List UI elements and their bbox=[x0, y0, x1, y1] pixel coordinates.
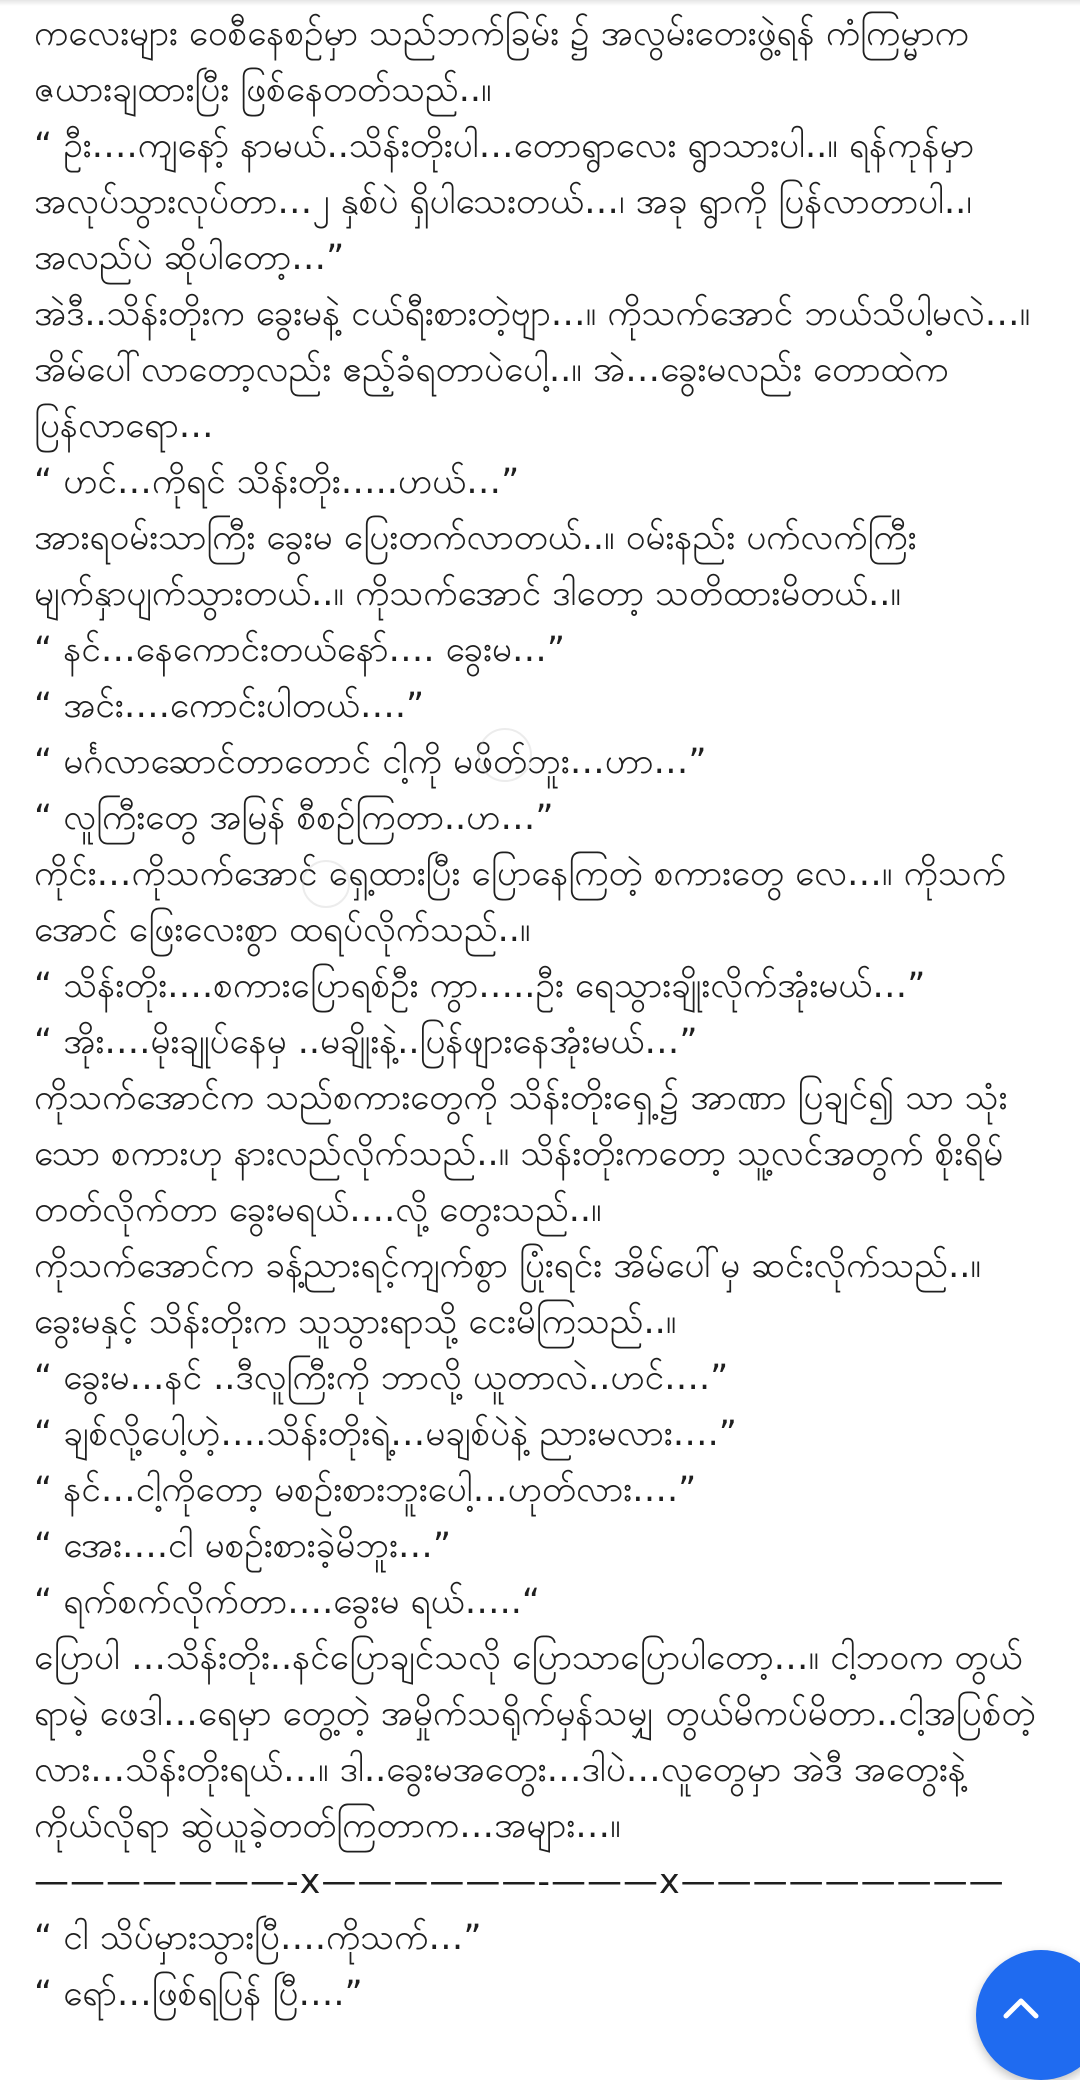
paragraph: အားရဝမ်းသာကြီး ခွေးမ ပြေးတက်လာတယ်..။ ဝမ်းနည်း ပက်လက်ကြီး မျက်နှာပျက်သွားတယ်..။ ကိုသက်အောင် ဒါတော့ သတိထားမိတယ်..။ bbox=[34, 518, 917, 614]
dialogue-line: “ အေး….ငါ မစဉ်းစားခဲ့မိဘူး…” bbox=[34, 1526, 451, 1566]
dialogue-line: “ ရက်စက်လိုက်တာ….ခွေးမ ရယ်…..“ bbox=[34, 1582, 540, 1622]
dialogue-line: “ ခွေးမ…နင် ..ဒီလူကြီးကို ဘာလို့ ယူတာလဲ..ဟင်….” bbox=[34, 1358, 729, 1398]
dialogue-line: “ ချစ်လို့ပေါ့ဟဲ့….သိန်းတိုးရဲ့…မချစ်ပဲနဲ့ ညားမလား….” bbox=[34, 1414, 737, 1454]
chevron-up-icon bbox=[998, 1986, 1044, 2032]
dialogue-line: “ အိုး….မိုးချုပ်နေမှ ..မချိုးနဲ့..ပြန်ဖျားနေအုံးမယ်…” bbox=[34, 1022, 698, 1062]
dialogue-line: “ ဦး….ကျနော့် နာမယ်..သိန်းတိုးပါ…တောရွာလေး ရွာသားပါ..။ ရန်ကုန်မှာ အလုပ်သွားလုပ်တာ…၂ နှစ်ပဲ ရှိပါသေးတယ်…၊ အခု ရွာကို ပြန်လာတာပါ..၊ အလည်ပဲ ဆိုပါတော့…” bbox=[34, 126, 974, 278]
paragraph: ကိုသက်အောင်က ခန့်ညားရင့်ကျက်စွာ ပြုံးရင်း အိမ်ပေါ်မှ ဆင်းလိုက်သည်..။ ခွေးမနှင့် သိန်းတိုးက သူသွားရာသို့ ငေးမိကြသည်..။ bbox=[34, 1246, 981, 1342]
dialogue-line: “ လူကြီးတွေ အမြန် စီစဉ်ကြတာ..ဟ…” bbox=[34, 798, 554, 838]
dialogue-line: “ အင်း….ကောင်းပါတယ်….” bbox=[34, 686, 425, 726]
dialogue-line: “ နင်…ငါ့ကိုတော့ မစဉ်းစားဘူးပေါ့…ဟုတ်လား….” bbox=[34, 1470, 697, 1510]
article-body bbox=[34, 6, 1044, 2022]
paragraph: ကိုင်း…ကိုသက်အောင် ရှေ့ထားပြီး ပြောနေကြတဲ့ စကားတွေ လေ…။ ကိုသက်အောင် ဖြေးလေးစွာ ထရပ်လိုက်သည်..။ bbox=[34, 854, 1006, 950]
dialogue-line: “ ဟင်…ကိုရင် သိန်းတိုး…..ဟယ်…” bbox=[34, 462, 520, 502]
dialogue-line: “ မင်္ဂလာဆောင်တာတောင် ငါ့ကို မဖိတ်ဘူး…ဟာ…” bbox=[34, 742, 707, 782]
paragraph: ကိုသက်အောင်က သည်စကားတွေကို သိန်းတိုးရှေ့၌ အာဏာ ပြချင်၍ သာ သုံးသော စကားဟု နားလည်လိုက်သည်..။ သိန်းတိုးကတော့ သူ့လင်အတွက် စိုးရိမ်တတ်လိုက်တာ ခွေးမရယ်….လို့ တွေးသည်..။ bbox=[34, 1078, 1008, 1230]
touch-ripple bbox=[478, 728, 532, 782]
paragraph: ပြောပါ …သိန်းတိုး..နင်ပြောချင်သလို ပြောသာပြောပါတော့…။ ငါ့ဘဝက တွယ်ရာမဲ့ ဖေဒါ…ရေမှာ တွေ့တဲ့ အမှိုက်သရိုက်မှန်သမျှ တွယ်မိကပ်မိတာ..ငါ့အပြစ်တဲ့လား…သိန်းတိုးရယ်…။ ဒါ..ခွေးမအတွေး…ဒါပဲ…လူတွေမှာ အဲဒီ အတွေးနဲ့ ကိုယ်လိုရာ ဆွဲယူခဲ့တတ်ကြတာက…အများ…။ bbox=[34, 1638, 1036, 1846]
paragraph: အဲဒီ..သိန်းတိုးက ခွေးမနဲ့ ငယ်ရီးစားတဲ့ဗျာ…။ ကိုသက်အောင် ဘယ်သိပါ့မလဲ…။ အိမ်ပေါ်လာတော့လည်း ဧည့်ခံရတာပဲပေါ့..။ အဲ…ခွေးမလည်း တောထဲက ပြန်လာရော… bbox=[34, 294, 1031, 446]
dialogue-line: “ သိန်းတိုး….စကားပြောရစ်ဦး ကွာ…..ဦး ရေသွားချိုးလိုက်အုံးမယ်…” bbox=[34, 966, 926, 1006]
dialogue-line: “ ငါ သိပ်မှားသွားပြီ….ကိုသက်…” bbox=[34, 1918, 482, 1958]
dialogue-line: “ ရော်…ဖြစ်ရပြန် ပြီ….” bbox=[34, 1974, 363, 2014]
dialogue-line: “ နင်…နေကောင်းတယ်နော်…. ခွေးမ…” bbox=[34, 630, 565, 670]
touch-ripple bbox=[302, 860, 350, 908]
paragraph: ကလေးများ ဝေစီနေစဉ်မှာ သည်ဘက်ခြမ်း ၌ အလွမ်းတေးဖွဲ့ရန် ကံကြမ္မာက ဇယားချထားပြီး ဖြစ်နေတတ်သည်..။ bbox=[34, 14, 969, 110]
section-divider: ———————-x——————-———x————————— bbox=[34, 1862, 1005, 1902]
